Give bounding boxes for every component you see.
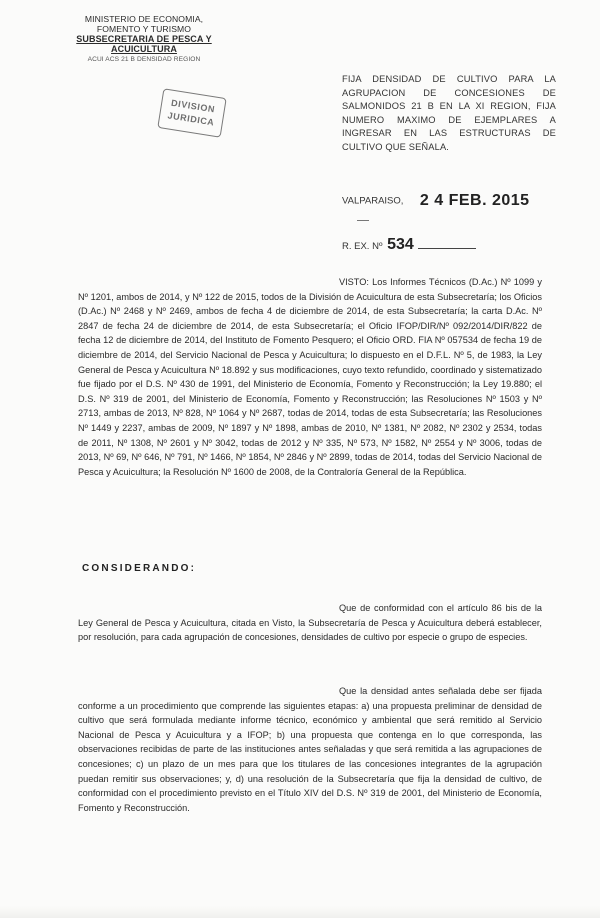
date-stamp: 2 4 FEB. 2015 <box>419 192 530 209</box>
ministry-line-2: FOMENTO Y TURISMO <box>96 24 192 34</box>
letterhead <box>44 14 244 65</box>
resolution-number-line <box>342 236 476 254</box>
separator-dashes <box>357 220 369 221</box>
resolution-label: R. EX. Nº <box>342 241 383 252</box>
page-bottom-edge <box>0 906 600 918</box>
place-label: VALPARAISO, <box>342 195 404 207</box>
date-line <box>342 192 530 210</box>
considerando-heading: CONSIDERANDO: <box>82 563 197 574</box>
considerando-item-1: Que de conformidad con el artículo 86 bis de la Ley General de Pesca y Acuicultura, citada en Visto, la Subsecretaría de Pesca y Acuicultura deberá establecer, por resolución, para cada agrupación de concesiones, densidades de cultivo por especie o grupo de especies. <box>78 603 542 643</box>
stamp-line-1: DIVISION <box>170 97 216 115</box>
underline <box>418 248 476 249</box>
considerando-item-2: Que la densidad antes señalada debe ser fijada conforme a un procedimiento que comprende las siguientes etapas: a) una propuesta preliminar de densidad de cultivo que será formulada mediante informe técnico, económico y ambiental que será remitido al Servicio Nacional de Pesca y Acuicultura y a IFOP; b) una propuesta que contenga en lo que corresponda, las observaciones recibidas de parte de las instituciones antes señaladas y que será remitida a las agrupaciones de concesiones; c) un plazo de un mes para que los titulares de las concesiones integrantes de la agrupación puedan remitir sus observaciones; y, d) una resolución de la Subsecretaría que fija la densidad de cultivo, de conformidad con el procedimiento previsto en el Título XIV del D.S. Nº 319 de 2001, del Ministerio de Economía, Fomento y Reconstrucción. <box>78 686 542 813</box>
resolution-number: 534 <box>387 236 414 253</box>
division-juridica-stamp <box>157 88 226 138</box>
stamp-line-2: JURIDICA <box>166 110 216 128</box>
subsecretaria-line: SUBSECRETARIA DE PESCA Y ACUICULTURA <box>76 34 212 54</box>
ministry-line-1: MINISTERIO DE ECONOMIA, <box>84 14 204 24</box>
reference-code: ACUI ACS 21 B DENSIDAD REGION <box>87 56 201 63</box>
resolution-summary: FIJA DENSIDAD DE CULTIVO PARA LA AGRUPACION DE CONCESIONES DE SALMONIDOS 21 B EN LA XI REGION, FIJA NUMERO MAXIMO DE EJEMPLARES A INGRESAR EN LAS ESTRUCTURAS DE CULTIVO QUE SEÑALA. <box>342 74 556 152</box>
visto-paragraph: VISTO: Los Informes Técnicos (D.Ac.) Nº 1099 y Nº 1201, ambos de 2014, y Nº 122 de 2015, todos de la División de Acuicultura de esta Subsecretaría; los Oficios (D.Ac.) Nº 2468 y Nº 2469, ambos de fecha 4 de diciembre de 2014, de esta Subsecretaría; la carta D.Ac. Nº 2847 de fecha 24 de diciembre de 2014, de esta Subsecretaría; el Oficio IFOP/DIR/Nº 092/2014/DIR/822 de fecha 12 de diciembre de 2014, del Instituto de Fomento Pesquero; el Oficio ORD. FIA Nº 057534 de fecha 19 de diciembre de 2014, del Servicio Nacional de Pesca y Acuicultura; lo dispuesto en el D.F.L. Nº 5, de 1983, la Ley General de Pesca y Acuicultura Nº 18.892 y sus modificaciones, cuyo texto refundido, coordinado y sistematizado fue fijado por el D.S. Nº 430 de 1991, del Ministerio de Economía, Fomento y Reconstrucción; la Ley 19.880; el D.S. Nº 319 de 2001, del Ministerio de Economía, Fomento y Reconstrucción; las Resoluciones Nº 1503 y Nº 2713, ambas de 2013, Nº 828, Nº 1064 y Nº 2687, todas de 2014, todas de esta Subsecretaría; las Resoluciones Nº 1449 y 2237, ambas de 2009, Nº 1897 y Nº 1898, ambas de 2010, Nº 1381, Nº 2082, Nº 2302 y 2534, todas de 2011, Nº 1308, Nº 2601 y Nº 3042, todas de 2012 y Nº 335, Nº 573, Nº 1582, Nº 2554 y Nº 3006, todas de 2013, Nº 69, Nº 646, Nº 791, Nº 1466, Nº 1854, Nº 2846 y Nº 2899, todas de 2014, todas del Servicio Nacional de Pesca y Acuicultura; la Resolución Nº 1600 de 2008, de la Contraloría General de la República. <box>78 277 542 477</box>
